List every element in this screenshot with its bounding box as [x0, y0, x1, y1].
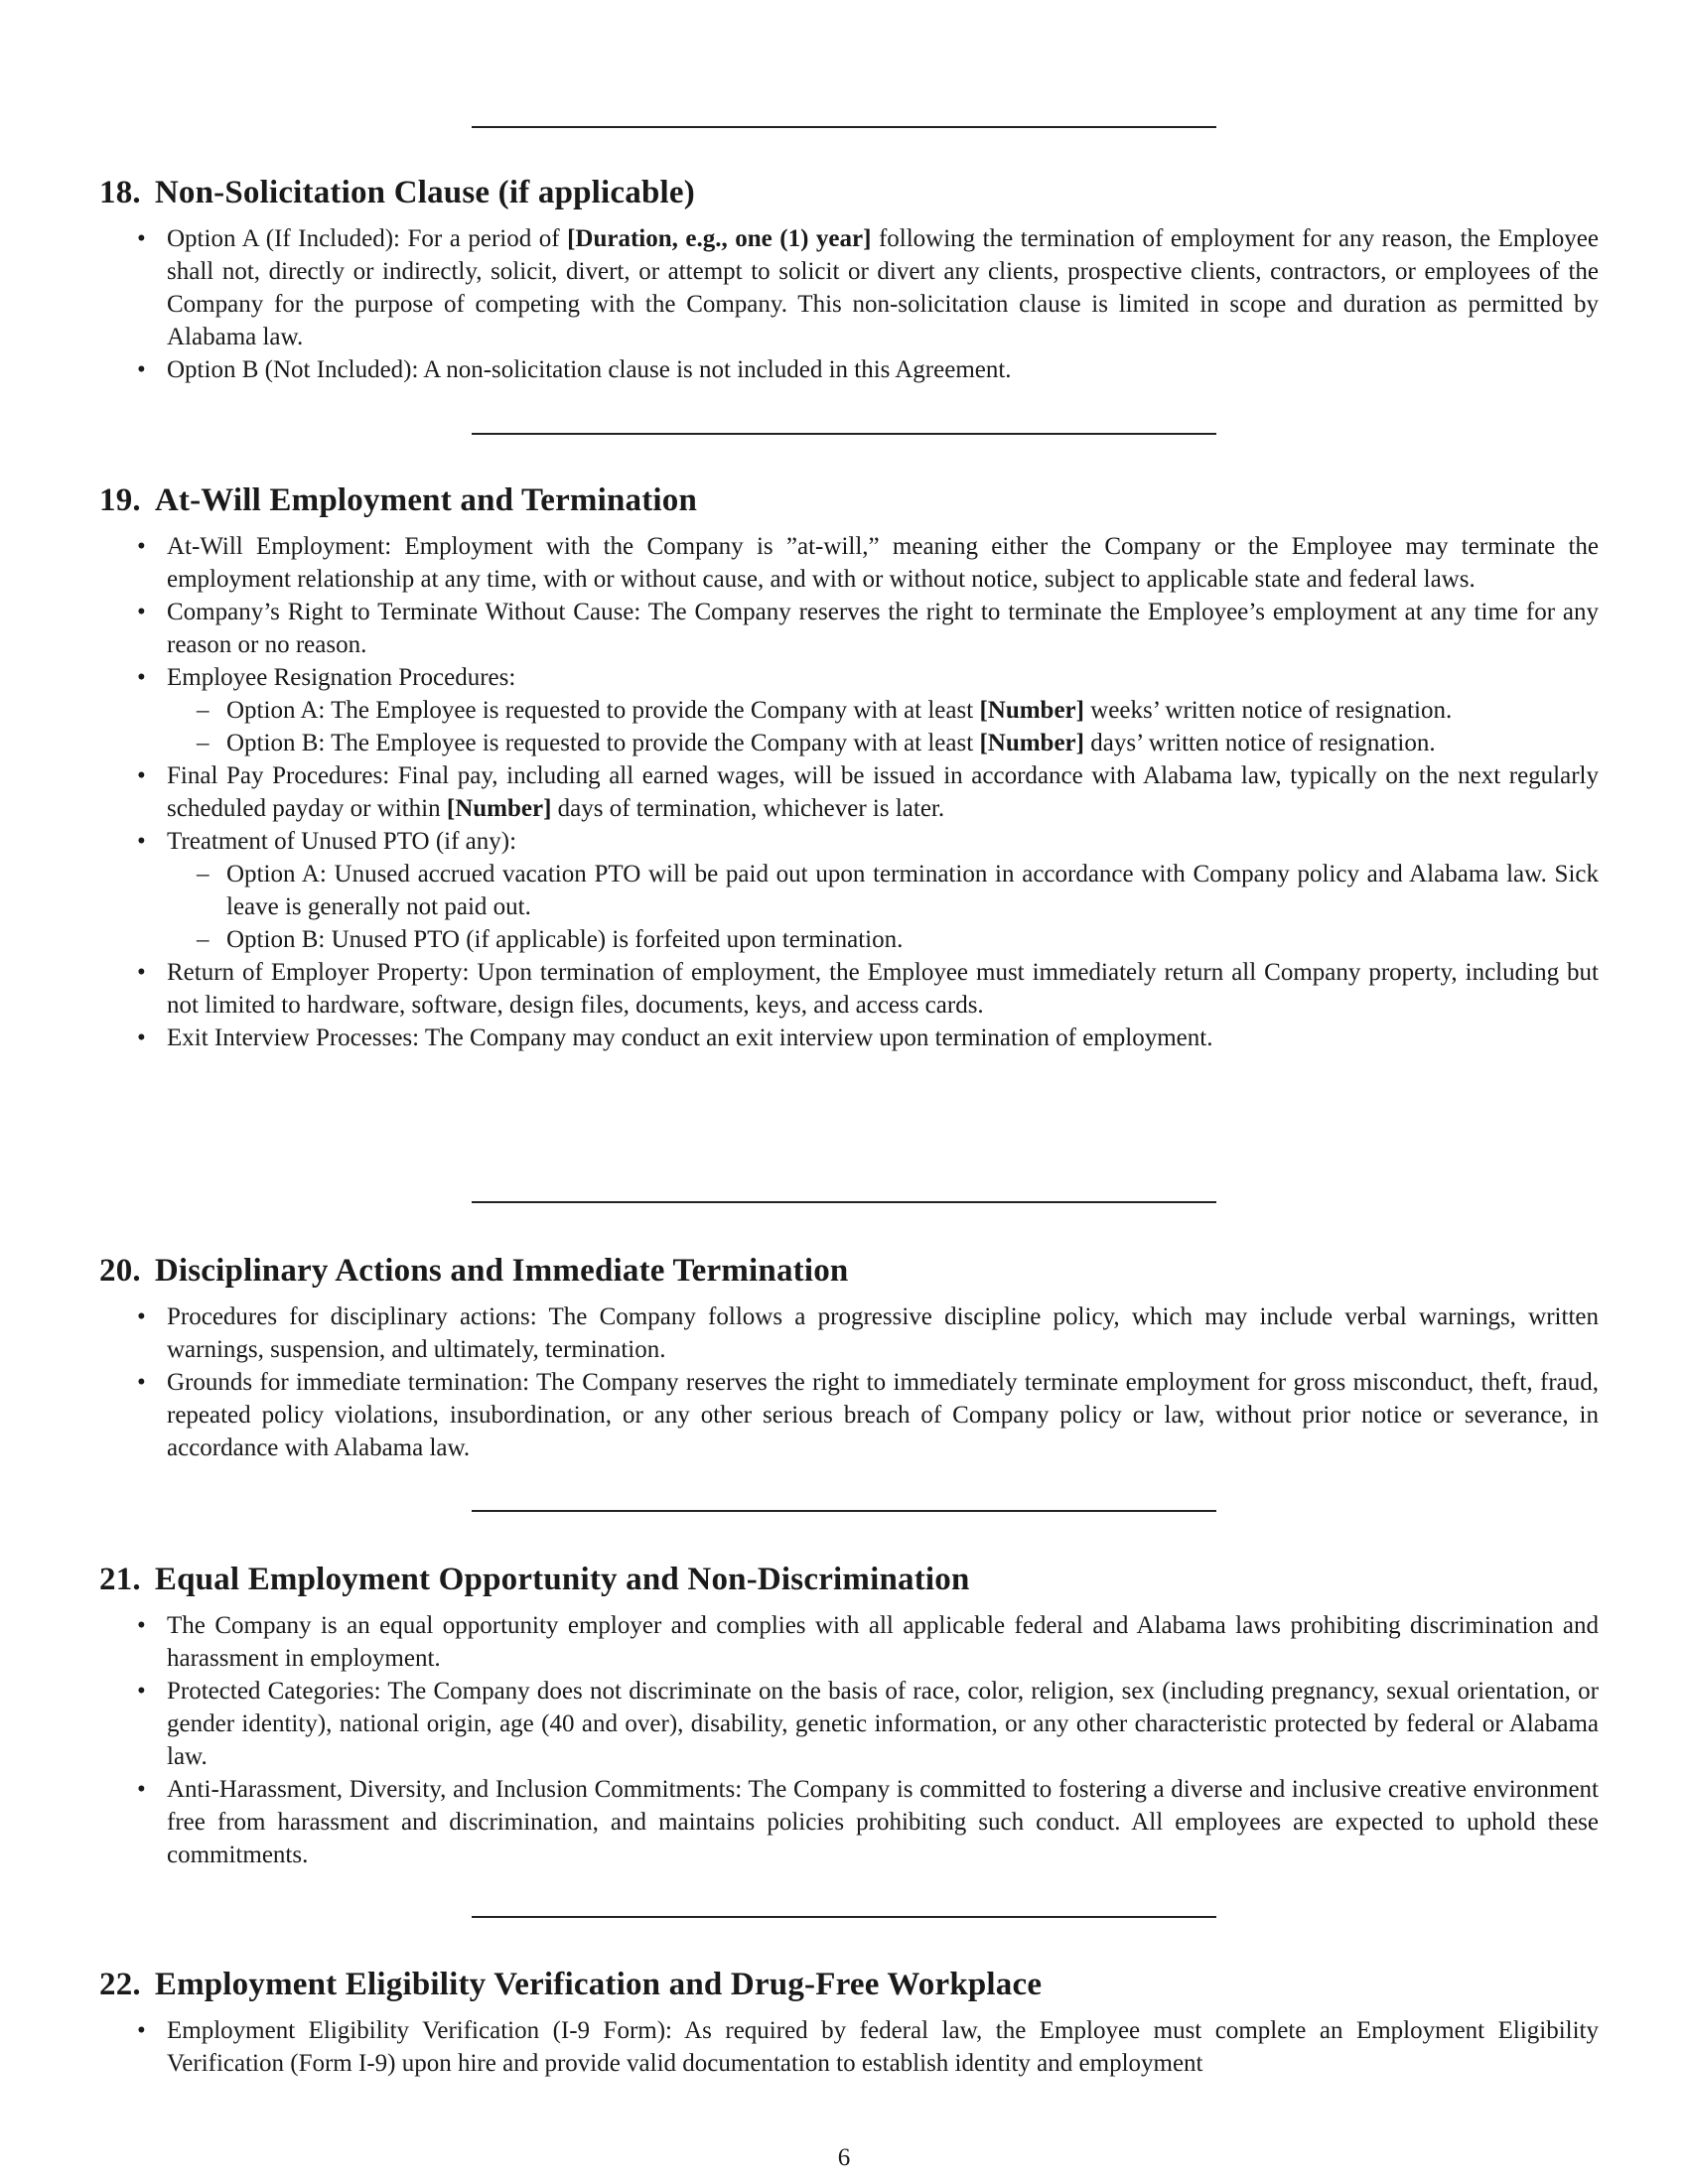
bullet-list: [99, 222, 1599, 386]
item-text: The Company is an equal opportunity employer and complies with all applicable federal and Alabama laws prohibiting discrimination and harassment in employment.: [167, 1612, 1599, 1672]
list-item: [99, 759, 1599, 825]
list-item: [99, 1773, 1599, 1871]
bullet-list: [99, 2014, 1599, 2080]
section-19: [99, 480, 1599, 1054]
page-number: 6: [837, 2144, 851, 2171]
list-item: [99, 222, 1599, 353]
section-heading: [99, 1560, 1599, 1599]
sub-list: [167, 858, 1599, 956]
section-number: 21.: [99, 1562, 141, 1597]
list-item: [99, 530, 1599, 596]
list-item: [99, 825, 1599, 956]
placeholder-field: [Number]: [446, 795, 552, 822]
section-number: 19.: [99, 482, 141, 518]
section-heading: [99, 1965, 1599, 2004]
item-text: Treatment of Unused PTO (if any):: [167, 828, 517, 855]
section-title: Non-Solicitation Clause (if applicable): [154, 175, 695, 210]
list-item: [99, 1022, 1599, 1054]
section-title: Equal Employment Opportunity and Non-Discrimination: [154, 1562, 970, 1597]
list-item: [99, 956, 1599, 1022]
item-text: Final Pay Procedures: Final pay, including all earned wages, will be issued in accordance with Alabama law, typically on the next regularly scheduled payday or within: [167, 762, 1599, 822]
placeholder-field: [Number]: [979, 730, 1084, 756]
section-number: 22.: [99, 1967, 141, 2002]
list-item: [99, 1300, 1599, 1366]
item-text: Option A (If Included): For a period of: [167, 225, 568, 252]
item-text: Procedures for disciplinary actions: The Company follows a progressive discipline policy, which may include verbal warnings, written warnings, suspension, and ultimately, termination.: [167, 1303, 1599, 1363]
list-item: [99, 661, 1599, 759]
section-number: 18.: [99, 175, 141, 210]
item-text: Option B: The Employee is requested to provide the Company with at least: [226, 730, 980, 756]
section-21: [99, 1560, 1599, 1871]
item-text: weeks’ written notice of resignation.: [1083, 697, 1453, 724]
item-text: Return of Employer Property: Upon termination of employment, the Employee must immediately return all Company property, including but not limited to hardware, software, design files, documents, keys, and access cards.: [167, 959, 1599, 1019]
bullet-list: [99, 1609, 1599, 1871]
item-text: Employment Eligibility Verification (I-9 Form): As required by federal law, the Employee must complete an Employment Eligibility Verification (Form I-9) upon hire and provide valid documentation to establish identity and employment: [167, 2017, 1599, 2077]
sub-list: [167, 694, 1599, 759]
item-text: Option B: Unused PTO (if applicable) is forfeited upon termination.: [226, 926, 904, 953]
bullet-list: [99, 530, 1599, 1054]
item-text: Anti-Harassment, Diversity, and Inclusion Commitments: The Company is committed to fostering a diverse and inclusive creative environment free from harassment and discrimination, and maintains policies prohibiting such conduct. All employees are expected to uphold these commitments.: [167, 1776, 1599, 1868]
item-text: following the termination of employment for any reason, the Employee shall not, directly or indirectly, solicit, divert, or attempt to solicit or divert any clients, prospective clients, contractors, or employees of the Company for the purpose of competing with the Company. This non-solicitation clause is limited in scope and duration as permitted by Alabama law.: [167, 225, 1599, 350]
item-text: At-Will Employment: Employment with the Company is ”at-will,” meaning either the Company or the Employee may terminate the employment relationship at any time, with or without cause, and with or without notice, subject to applicable state and federal laws.: [167, 533, 1599, 593]
list-item: [99, 596, 1599, 661]
item-text: Grounds for immediate termination: The Company reserves the right to immediately terminate employment for gross misconduct, theft, fraud, repeated policy violations, insubordination, or any other serious breach of Company policy or law, without prior notice or severance, in accordance with Alabama law.: [167, 1369, 1599, 1461]
placeholder-field: [Number]: [979, 697, 1084, 724]
section-heading: [99, 1251, 1599, 1291]
sub-list-item: [167, 694, 1599, 727]
list-item: [99, 1609, 1599, 1675]
section-divider: [472, 1916, 1216, 1918]
item-text: Option A: The Employee is requested to provide the Company with at least: [226, 697, 980, 724]
section-title: At-Will Employment and Termination: [154, 482, 698, 518]
section-divider: [472, 1510, 1216, 1512]
sub-list-item: [167, 727, 1599, 759]
list-item: [99, 353, 1599, 386]
item-text: days of termination, whichever is later.: [551, 795, 945, 822]
sub-list-item: [167, 923, 1599, 956]
item-text: Option A: Unused accrued vacation PTO will be paid out upon termination in accordance with Company policy and Alabama law. Sick leave is generally not paid out.: [226, 861, 1599, 920]
item-text: Company’s Right to Terminate Without Cause: The Company reserves the right to terminate the Employee’s employment at any time for any reason or no reason.: [167, 599, 1599, 658]
bullet-list: [99, 1300, 1599, 1464]
list-item: [99, 1675, 1599, 1773]
list-item: [99, 2014, 1599, 2080]
section-heading: [99, 480, 1599, 520]
section-divider: [472, 1201, 1216, 1203]
item-text: Employee Resignation Procedures:: [167, 664, 516, 691]
section-title: Employment Eligibility Verification and Drug-Free Workplace: [154, 1967, 1043, 2002]
item-text: Protected Categories: The Company does not discriminate on the basis of race, color, religion, sex (including pregnancy, sexual orientation, or gender identity), national origin, age (40 and over), disability, genetic information, or any other characteristic protected by federal or Alabama law.: [167, 1678, 1599, 1770]
sub-list-item: [167, 858, 1599, 923]
item-text: Exit Interview Processes: The Company may conduct an exit interview upon termination of employment.: [167, 1024, 1213, 1051]
item-text: days’ written notice of resignation.: [1083, 730, 1436, 756]
placeholder-field: [Duration, e.g., one (1) year]: [567, 225, 872, 252]
item-text: Option B (Not Included): A non-solicitation clause is not included in this Agreement.: [167, 356, 1012, 383]
section-divider: [472, 433, 1216, 435]
section-number: 20.: [99, 1253, 141, 1289]
section-20: [99, 1251, 1599, 1464]
section-heading: [99, 173, 1599, 212]
list-item: [99, 1366, 1599, 1464]
section-22: [99, 1965, 1599, 2080]
section-divider: [472, 126, 1216, 128]
section-title: Disciplinary Actions and Immediate Termination: [154, 1253, 849, 1289]
section-18: [99, 173, 1599, 386]
